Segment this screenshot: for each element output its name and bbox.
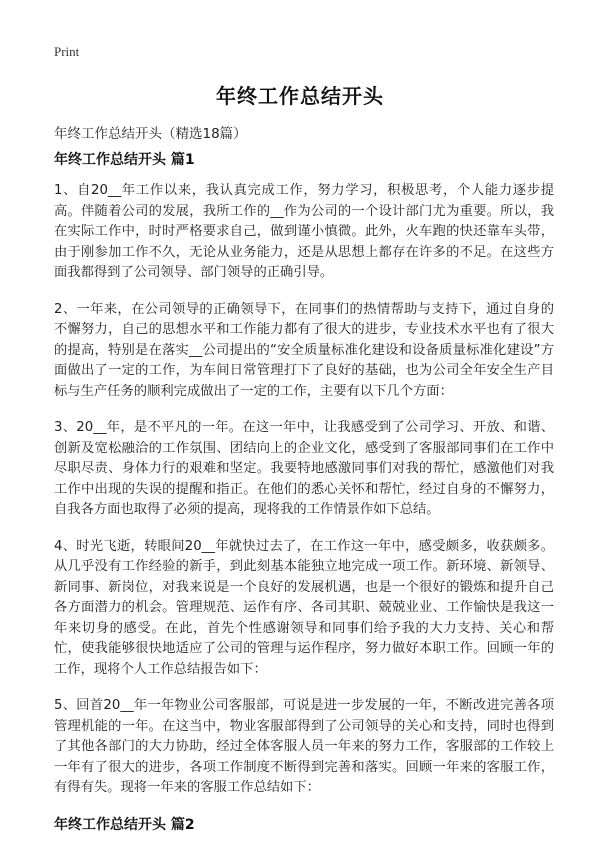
section-heading-2: 年终工作总结开头 篇2 bbox=[54, 816, 195, 833]
document-subtitle: 年终工作总结开头（精选18篇） bbox=[54, 126, 247, 142]
paragraph-3: 3、20__年，是不平凡的一年。在这一年中，让我感受到了公司学习、开放、和谐、创新及宽松融洽的工作氛围、团结向上的企业文化，感受到了客服部同事们在工作中尽职尽责、身体力行的艰难和坚定。我要特地感激同事们对我的帮忙，感激他们对我工作中出现的失误的提醒和指正。在他们的悉心关怀和帮忙，经过自身的不懈努力，自我各方面也取得了必须的提高，现将我的工作情景作如下总结。 bbox=[54, 420, 554, 517]
document-title: 年终工作总结开头 bbox=[216, 84, 384, 108]
paragraph-5: 5、回首20__年一年物业公司客服部，可说是进一步发展的一年，不断改进完善各项管理机能的一年。在这当中，物业客服部得到了公司领导的关心和支持，同时也得到了其他各部门的大力协助，经过全体客服人员一年来的努力工作，客服部的工作较上一年有了很大的进步，各项工作制度不断得到完善和落实。回顾一年来的客服工作，有得有失。现将一年来的客服工作总结如下： bbox=[54, 698, 554, 795]
section-heading-1: 年终工作总结开头 篇1 bbox=[54, 152, 195, 168]
paragraph-4: 4、时光飞逝，转眼间20__年就快过去了，在工作这一年中，感受颇多，收获颇多。从几乎没有工作经验的新手，到此刻基本能独立地完成一项工作。新环境、新领导、新同事、新岗位，对我来说是一个良好的发展机遇，也是一个很好的锻炼和提升自己各方面潜力的机会。管理规范、运作有序、各司其职、兢兢业业、工作愉快是我这一年来切身的感受。在此，首先个性感谢领导和同事们给予我的大力支持、关心和帮忙，使我能够很快地适应了公司的管理与运作程序，努力做好本职工作。回顾一年的工作，现将个人工作总结报告如下： bbox=[54, 538, 554, 677]
print-label: Print bbox=[54, 44, 80, 59]
paragraph-2: 2、一年来，在公司领导的正确领导下，在同事们的热情帮助与支持下，通过自身的不懈努力，自己的思想水平和工作能力都有了很大的进步，专业技术水平也有了很大的提高，特别是在落实__公司提出的“安全质量标准化建设和设备质量标准化建设”方面做出了一定的工作，为车间日常管理打下了良好的基础，也为公司全年安全生产目标与生产任务的顺利完成做出了一定的工作，主要有以下几个方面： bbox=[54, 301, 554, 399]
paragraph-1: 1、自20__年工作以来，我认真完成工作，努力学习，积极思考，个人能力逐步提高。伴随着公司的发展，我所工作的__作为公司的一个设计部门尤为重要。所以，我在实际工作中，时时严格要求自己，做到谨小慎微。此外，火车跑的快还靠车头带，由于刚参加工作不久，无论从业务能力，还是从思想上都存在许多的不足。在这些方面我都得到了公司领导、部门领导的正确引导。 bbox=[54, 183, 554, 280]
document-body bbox=[54, 150, 554, 846]
